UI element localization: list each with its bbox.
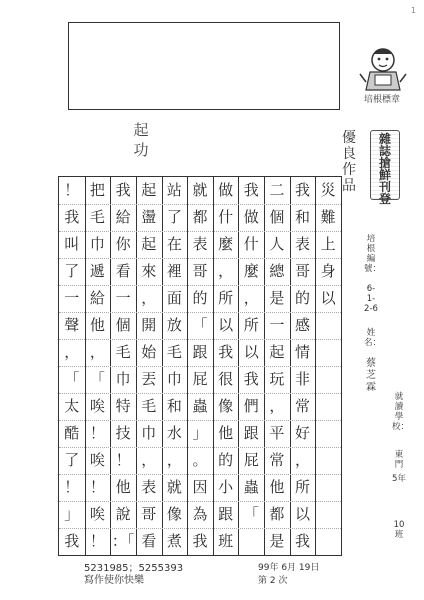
grid-cell: 唉 <box>89 451 105 469</box>
stamp-char: 誌 <box>378 144 391 158</box>
date-sub: 第 2 次 <box>258 576 288 586</box>
grid-cell: 所 <box>295 478 311 496</box>
grid-cell: 是 <box>269 532 285 550</box>
grid-column <box>315 177 341 555</box>
grid-cell: 丟 <box>141 370 157 388</box>
grid-cell: 麼 <box>218 235 234 253</box>
date <box>258 560 319 586</box>
grid-cell: 了 <box>64 262 80 280</box>
grid-cell: 」 <box>64 505 80 523</box>
grid-cell: 什 <box>243 235 259 253</box>
writing-grid <box>58 176 342 556</box>
grid-cell: 哥 <box>192 262 208 280</box>
grid-cell: 以 <box>295 505 311 523</box>
grid-cell: 開 <box>141 316 157 334</box>
grid-cell: 站 <box>166 181 182 199</box>
grid-cell: 我 <box>115 181 131 199</box>
grid-cell: 他 <box>89 316 105 334</box>
grid-column <box>290 177 316 555</box>
grid-column <box>213 177 239 555</box>
grid-cell: 人 <box>269 235 285 253</box>
grid-cell: 給 <box>115 208 131 226</box>
grid-cell: 和 <box>295 208 311 226</box>
grid-column <box>187 177 213 555</box>
grid-cell: 難 <box>320 208 336 226</box>
grid-cell: 他 <box>218 424 234 442</box>
grid-cell: 一 <box>64 289 80 307</box>
stamp-char: 登 <box>378 192 391 206</box>
grid-cell: 身 <box>320 262 336 280</box>
grid-cell: 像 <box>218 397 234 415</box>
date-value: 99年 6月 19日 <box>258 563 320 573</box>
grid-cell: ！ <box>115 451 131 469</box>
grid-cell: 因 <box>192 478 208 496</box>
grid-cell: 」 <box>192 424 208 442</box>
grid-cell: 始 <box>141 343 157 361</box>
grid-cell <box>238 528 264 555</box>
grid-cell <box>315 447 341 474</box>
grid-cell: 面 <box>166 289 182 307</box>
grid-cell: 技 <box>115 424 131 442</box>
grid-cell: 把 <box>89 181 105 199</box>
grid-cell: ， <box>64 343 80 361</box>
grid-cell: 和 <box>166 397 182 415</box>
grid-cell: 毛 <box>141 397 157 415</box>
grid-cell: 班 <box>218 532 234 550</box>
grid-cell: 個 <box>115 316 131 334</box>
grid-cell: ， <box>89 343 105 361</box>
grid-cell: 麼 <box>243 262 259 280</box>
grid-cell: 像 <box>166 505 182 523</box>
grid-cell: 常 <box>295 397 311 415</box>
grid-cell: 我 <box>64 532 80 550</box>
grid-cell: 以 <box>218 316 234 334</box>
grid-cell: 做 <box>243 208 259 226</box>
grid-cell: 我 <box>218 343 234 361</box>
grid-cell <box>315 528 341 555</box>
grid-column <box>238 177 264 555</box>
grid-cell: 是 <box>269 289 285 307</box>
grid-cell: 以 <box>243 343 259 361</box>
grid-cell: 我 <box>243 370 259 388</box>
grid-cell: 非 <box>295 370 311 388</box>
grid-cell: ， <box>269 397 285 415</box>
id-label: 培根編號： <box>364 234 382 274</box>
grid-cell: ！ <box>89 532 105 550</box>
grid-column <box>264 177 290 555</box>
teacher-comment: 起 功 <box>133 121 149 159</box>
grid-cell: 的 <box>192 289 208 307</box>
grid-cell: ， <box>166 451 182 469</box>
grid-cell: 「 <box>192 316 208 334</box>
grid-cell: 遞 <box>89 262 105 280</box>
grid-cell: 感 <box>295 316 311 334</box>
footer <box>84 563 183 587</box>
grid-cell: 起 <box>141 235 157 253</box>
grid-cell: 二 <box>269 181 285 199</box>
grid-cell: ， <box>295 451 311 469</box>
grid-cell: 。 <box>192 451 208 469</box>
grid-cell: 了 <box>64 451 80 469</box>
grid-cell: 我 <box>192 532 208 550</box>
grid-cell: 唉 <box>89 505 105 523</box>
grid-cell: 蟲 <box>243 478 259 496</box>
grid-cell: 跟 <box>192 343 208 361</box>
grid-cell: 我 <box>295 532 311 550</box>
grid-cell: 就 <box>192 181 208 199</box>
name-label: 姓名： <box>364 328 382 348</box>
stamp-char: 鮮 <box>378 168 391 182</box>
grid-cell: 聲 <box>64 316 80 334</box>
blank-drawing-box <box>68 22 340 110</box>
grid-cell: 毛 <box>89 208 105 226</box>
grid-cell: 水 <box>166 424 182 442</box>
grid-cell: 看 <box>115 262 131 280</box>
grid-cell: 給 <box>89 289 105 307</box>
school-name: 東門 <box>394 450 404 470</box>
grid-cell: 他 <box>269 478 285 496</box>
grid-cell: 一 <box>269 316 285 334</box>
grid-cell <box>315 420 341 447</box>
grid-cell: 叫 <box>64 235 80 253</box>
grid-cell: 來 <box>141 262 157 280</box>
grid-cell: 哥 <box>295 262 311 280</box>
school-label: 就讀學校： <box>392 392 410 432</box>
grid-cell <box>315 339 341 366</box>
stamp-char: 刊 <box>378 180 391 194</box>
grid-cell: ！ <box>64 478 80 496</box>
grid-cell: 都 <box>269 505 285 523</box>
grid-cell: 「 <box>64 370 80 388</box>
grade: 5年 <box>392 474 406 484</box>
grid-cell: ！ <box>89 478 105 496</box>
class: 10班 <box>393 520 405 540</box>
grid-cell: 哥 <box>141 505 157 523</box>
grid-cell: 「 <box>243 505 259 523</box>
grid-cell: 看 <box>141 532 157 550</box>
grid-column <box>85 177 111 555</box>
grid-cell: 什 <box>218 208 234 226</box>
grid-cell: 情 <box>295 343 311 361</box>
slogan: 寫作使你快樂 <box>84 575 144 586</box>
student-name: 蔡芝霖 <box>366 358 376 393</box>
grid-cell: ！ <box>64 181 80 199</box>
grid-column <box>110 177 136 555</box>
grid-column <box>59 177 85 555</box>
grid-cell: 巾 <box>141 424 157 442</box>
grid-cell: ， <box>243 289 259 307</box>
grid-cell: 放 <box>166 316 182 334</box>
grid-cell: 做 <box>218 181 234 199</box>
grid-cell: 了 <box>166 208 182 226</box>
stamp-char: 搶 <box>378 156 391 170</box>
grid-cell: 屁 <box>192 370 208 388</box>
grid-cell: 表 <box>141 478 157 496</box>
logo-label: 培根標章 <box>363 95 400 105</box>
grid-cell: 他 <box>115 478 131 496</box>
grid-cell: ：「 <box>111 532 135 550</box>
grid-cell: 常 <box>269 451 285 469</box>
grid-cell: 總 <box>269 262 285 280</box>
grid-cell <box>315 366 341 393</box>
grid-cell: 們 <box>243 397 259 415</box>
grid-cell: 盪 <box>141 208 157 226</box>
grid-cell: 上 <box>320 235 336 253</box>
grid-cell: 蟲 <box>192 397 208 415</box>
page-number: 1 <box>410 6 416 15</box>
grid-cell: 說 <box>115 505 131 523</box>
grid-cell: ！ <box>89 424 105 442</box>
grid-cell: 就 <box>166 478 182 496</box>
grid-cell: 「 <box>89 370 105 388</box>
grid-cell: ， <box>141 451 157 469</box>
grid-cell: 裡 <box>166 262 182 280</box>
grid-cell: 起 <box>141 181 157 199</box>
grid-cell: 很 <box>218 370 234 388</box>
grid-cell: 玩 <box>269 370 285 388</box>
grid-cell: 煮 <box>166 532 182 550</box>
grid-cell: ， <box>218 262 234 280</box>
grid-cell: 個 <box>269 208 285 226</box>
grid-cell: 災 <box>320 181 336 199</box>
grid-cell: 我 <box>64 208 80 226</box>
grid-cell: 所 <box>218 289 234 307</box>
grid-cell: 的 <box>295 289 311 307</box>
id-value: 6-1-2-6 <box>364 284 378 314</box>
grid-cell: 巾 <box>115 370 131 388</box>
grid-cell: 好 <box>295 424 311 442</box>
grid-cell: 巾 <box>89 235 105 253</box>
magazine-stamp <box>370 130 400 206</box>
stamp-char: 雜 <box>378 132 391 146</box>
grid-cell <box>315 501 341 528</box>
grid-cell: 你 <box>115 235 131 253</box>
grid-cell: 所 <box>243 316 259 334</box>
grid-cell: 表 <box>295 235 311 253</box>
grid-cell: 毛 <box>115 343 131 361</box>
grid-cell: 都 <box>192 208 208 226</box>
grid-cell: 我 <box>243 181 259 199</box>
grid-cell: 一 <box>115 289 131 307</box>
grid-cell: 起 <box>269 343 285 361</box>
grid-column <box>162 177 188 555</box>
grid-cell: 太 <box>64 397 80 415</box>
phone-numbers: 5231985；5255393 <box>84 563 184 574</box>
grid-cell: 表 <box>192 235 208 253</box>
grid-cell: 為 <box>192 505 208 523</box>
grid-cell <box>315 393 341 420</box>
grid-column <box>136 177 162 555</box>
grid-cell: ， <box>141 289 157 307</box>
grid-cell: 以 <box>320 289 336 307</box>
grid-cell: 唉 <box>89 397 105 415</box>
grid-cell: 屁 <box>243 451 259 469</box>
grid-cell: 跟 <box>243 424 259 442</box>
grid-cell: 特 <box>115 397 131 415</box>
grid-cell: 我 <box>295 181 311 199</box>
grid-cell: 巾 <box>166 370 182 388</box>
grid-cell: 毛 <box>166 343 182 361</box>
grid-cell: 跟 <box>218 505 234 523</box>
grid-cell: 在 <box>166 235 182 253</box>
award-label: 優良作品 <box>342 130 356 194</box>
grid-cell: 的 <box>218 451 234 469</box>
grid-cell: 平 <box>269 424 285 442</box>
grid-cell: 酷 <box>64 424 80 442</box>
grid-cell <box>315 474 341 501</box>
grid-cell: 小 <box>218 478 234 496</box>
grid-cell <box>315 312 341 339</box>
